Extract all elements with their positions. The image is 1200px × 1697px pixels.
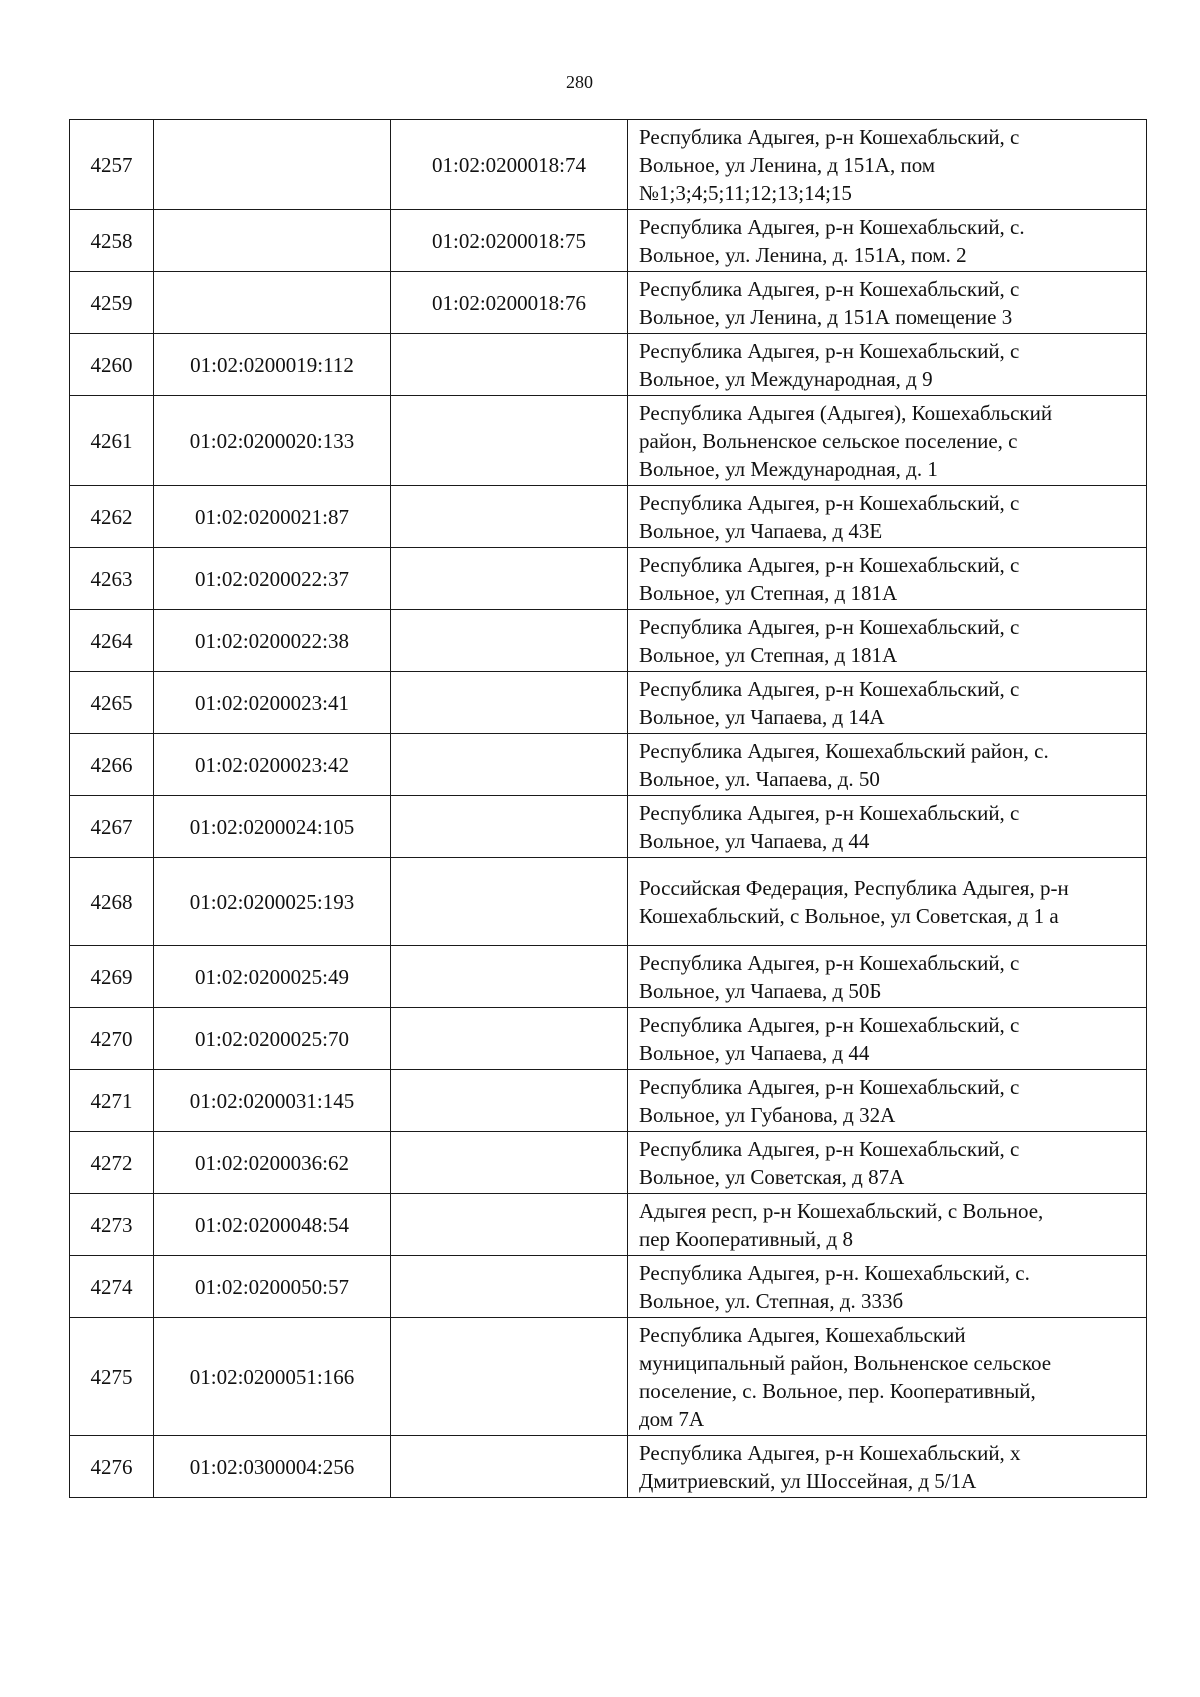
row-number-cell: 4270 bbox=[70, 1008, 154, 1070]
address-line: Вольное, ул Международная, д. 1 bbox=[639, 457, 938, 481]
cadastral-number-cell: 01:02:0200022:38 bbox=[154, 610, 391, 672]
table-row bbox=[70, 858, 1147, 946]
object-cadastral-number-cell bbox=[391, 548, 628, 610]
table-row bbox=[70, 396, 1147, 486]
address-line: Республика Адыгея (Адыгея), Кошехабльский bbox=[639, 401, 1053, 425]
cadastral-number-cell bbox=[154, 272, 391, 334]
address-line: №1;3;4;5;11;12;13;14;15 bbox=[639, 181, 852, 205]
address-line: Республика Адыгея, р-н Кошехабльский, с bbox=[639, 677, 1020, 701]
address-line: Республика Адыгея, р-н Кошехабльский, с bbox=[639, 801, 1020, 825]
table-row bbox=[70, 946, 1147, 1008]
object-cadastral-number-cell: 01:02:0200018:76 bbox=[391, 272, 628, 334]
address-line: Вольное, ул Степная, д 181А bbox=[639, 581, 898, 605]
address-line: Вольное, ул Чапаева, д 44 bbox=[639, 829, 870, 853]
address-line: Республика Адыгея, р-н Кошехабльский, с. bbox=[639, 215, 1025, 239]
address-line: Российская Федерация, Республика Адыгея, р-н bbox=[639, 876, 1069, 900]
address-cell bbox=[628, 672, 1147, 734]
address-line: Республика Адыгея, р-н Кошехабльский, с bbox=[639, 951, 1020, 975]
registry-table bbox=[69, 119, 1147, 1498]
address-line: Вольное, ул Чапаева, д 14А bbox=[639, 705, 885, 729]
table-row bbox=[70, 1132, 1147, 1194]
address-line: Республика Адыгея, Кошехабльский bbox=[639, 1323, 966, 1347]
cadastral-number-cell: 01:02:0200024:105 bbox=[154, 796, 391, 858]
cadastral-number-cell bbox=[154, 120, 391, 210]
object-cadastral-number-cell bbox=[391, 1070, 628, 1132]
object-cadastral-number-cell bbox=[391, 1194, 628, 1256]
object-cadastral-number-cell bbox=[391, 1318, 628, 1436]
row-number-cell: 4261 bbox=[70, 396, 154, 486]
address-line: Республика Адыгея, р-н Кошехабльский, с bbox=[639, 615, 1020, 639]
table-row bbox=[70, 548, 1147, 610]
address-cell bbox=[628, 120, 1147, 210]
address-cell bbox=[628, 486, 1147, 548]
address-cell bbox=[628, 334, 1147, 396]
address-line: Дмитриевский, ул Шоссейная, д 5/1А bbox=[639, 1469, 977, 1493]
cadastral-number-cell: 01:02:0200020:133 bbox=[154, 396, 391, 486]
cadastral-number-cell: 01:02:0200023:41 bbox=[154, 672, 391, 734]
cadastral-number-cell bbox=[154, 210, 391, 272]
object-cadastral-number-cell bbox=[391, 1132, 628, 1194]
table-row bbox=[70, 610, 1147, 672]
cadastral-number-cell: 01:02:0200022:37 bbox=[154, 548, 391, 610]
cadastral-number-cell: 01:02:0200051:166 bbox=[154, 1318, 391, 1436]
address-line: Вольное, ул Степная, д 181А bbox=[639, 643, 898, 667]
row-number-cell: 4264 bbox=[70, 610, 154, 672]
address-line: Республика Адыгея, р-н Кошехабльский, с bbox=[639, 125, 1020, 149]
cadastral-number-cell: 01:02:0200031:145 bbox=[154, 1070, 391, 1132]
cadastral-number-cell: 01:02:0200023:42 bbox=[154, 734, 391, 796]
table-row bbox=[70, 1256, 1147, 1318]
object-cadastral-number-cell bbox=[391, 946, 628, 1008]
address-line: район, Вольненское сельское поселение, с bbox=[639, 429, 1018, 453]
object-cadastral-number-cell bbox=[391, 396, 628, 486]
table-row bbox=[70, 334, 1147, 396]
address-line: Республика Адыгея, р-н. Кошехабльский, с. bbox=[639, 1261, 1030, 1285]
row-number-cell: 4262 bbox=[70, 486, 154, 548]
table-row bbox=[70, 734, 1147, 796]
address-line: пер Кооперативный, д 8 bbox=[639, 1227, 853, 1251]
address-line: Вольное, ул. Ленина, д. 151А, пом. 2 bbox=[639, 243, 967, 267]
address-cell bbox=[628, 272, 1147, 334]
object-cadastral-number-cell bbox=[391, 1256, 628, 1318]
cadastral-number-cell: 01:02:0200050:57 bbox=[154, 1256, 391, 1318]
address-line: Кошехабльский, с Вольное, ул Советская, д 1 а bbox=[639, 904, 1059, 928]
address-line: Республика Адыгея, р-н Кошехабльский, с bbox=[639, 1137, 1020, 1161]
object-cadastral-number-cell bbox=[391, 796, 628, 858]
address-line: Республика Адыгея, р-н Кошехабльский, с bbox=[639, 339, 1020, 363]
address-line: Республика Адыгея, р-н Кошехабльский, с bbox=[639, 277, 1020, 301]
cadastral-number-cell: 01:02:0200019:112 bbox=[154, 334, 391, 396]
object-cadastral-number-cell bbox=[391, 1008, 628, 1070]
page-number: 280 bbox=[566, 72, 593, 92]
address-line: Вольное, ул. Степная, д. 333б bbox=[639, 1289, 904, 1313]
object-cadastral-number-cell bbox=[391, 734, 628, 796]
address-line: Вольное, ул Международная, д 9 bbox=[639, 367, 933, 391]
cadastral-number-cell: 01:02:0200048:54 bbox=[154, 1194, 391, 1256]
cadastral-number-cell: 01:02:0200025:70 bbox=[154, 1008, 391, 1070]
table-row bbox=[70, 1008, 1147, 1070]
address-line: Вольное, ул Чапаева, д 43Е bbox=[639, 519, 883, 543]
address-line: Республика Адыгея, р-н Кошехабльский, с bbox=[639, 1075, 1020, 1099]
address-line: Республика Адыгея, Кошехабльский район, с. bbox=[639, 739, 1049, 763]
row-number-cell: 4257 bbox=[70, 120, 154, 210]
address-cell bbox=[628, 946, 1147, 1008]
row-number-cell: 4259 bbox=[70, 272, 154, 334]
address-line: Адыгея респ, р-н Кошехабльский, с Вольное, bbox=[639, 1199, 1044, 1223]
table-row bbox=[70, 1436, 1147, 1498]
object-cadastral-number-cell bbox=[391, 858, 628, 946]
address-cell bbox=[628, 734, 1147, 796]
table-row bbox=[70, 120, 1147, 210]
row-number-cell: 4275 bbox=[70, 1318, 154, 1436]
address-line: Республика Адыгея, р-н Кошехабльский, с bbox=[639, 1013, 1020, 1037]
object-cadastral-number-cell bbox=[391, 334, 628, 396]
row-number-cell: 4260 bbox=[70, 334, 154, 396]
address-cell bbox=[628, 1436, 1147, 1498]
row-number-cell: 4268 bbox=[70, 858, 154, 946]
address-cell bbox=[628, 210, 1147, 272]
cadastral-number-cell: 01:02:0300004:256 bbox=[154, 1436, 391, 1498]
object-cadastral-number-cell bbox=[391, 610, 628, 672]
row-number-cell: 4263 bbox=[70, 548, 154, 610]
row-number-cell: 4271 bbox=[70, 1070, 154, 1132]
object-cadastral-number-cell: 01:02:0200018:74 bbox=[391, 120, 628, 210]
address-cell bbox=[628, 1070, 1147, 1132]
address-cell bbox=[628, 548, 1147, 610]
address-line: Республика Адыгея, р-н Кошехабльский, с bbox=[639, 553, 1020, 577]
address-cell bbox=[628, 1132, 1147, 1194]
table-row bbox=[70, 486, 1147, 548]
table-row bbox=[70, 1194, 1147, 1256]
address-line: Вольное, ул Чапаева, д 44 bbox=[639, 1041, 870, 1065]
table-row bbox=[70, 796, 1147, 858]
row-number-cell: 4266 bbox=[70, 734, 154, 796]
table-row bbox=[70, 1070, 1147, 1132]
cadastral-number-cell: 01:02:0200025:193 bbox=[154, 858, 391, 946]
address-cell bbox=[628, 1194, 1147, 1256]
object-cadastral-number-cell bbox=[391, 1436, 628, 1498]
cadastral-number-cell: 01:02:0200036:62 bbox=[154, 1132, 391, 1194]
object-cadastral-number-cell: 01:02:0200018:75 bbox=[391, 210, 628, 272]
registry-table-body bbox=[70, 120, 1147, 1498]
row-number-cell: 4276 bbox=[70, 1436, 154, 1498]
address-cell bbox=[628, 610, 1147, 672]
address-line: дом 7А bbox=[639, 1407, 704, 1431]
address-line: Республика Адыгея, р-н Кошехабльский, с bbox=[639, 491, 1020, 515]
address-line: Вольное, ул Ленина, д 151А, пом bbox=[639, 153, 936, 177]
address-line: муниципальный район, Вольненское сельское bbox=[639, 1351, 1052, 1375]
cadastral-number-cell: 01:02:0200025:49 bbox=[154, 946, 391, 1008]
address-cell bbox=[628, 796, 1147, 858]
object-cadastral-number-cell bbox=[391, 672, 628, 734]
table-row bbox=[70, 272, 1147, 334]
address-line: Вольное, ул Ленина, д 151А помещение 3 bbox=[639, 305, 1013, 329]
address-cell bbox=[628, 1256, 1147, 1318]
cadastral-number-cell: 01:02:0200021:87 bbox=[154, 486, 391, 548]
address-cell bbox=[628, 1318, 1147, 1436]
address-cell bbox=[628, 396, 1147, 486]
object-cadastral-number-cell bbox=[391, 486, 628, 548]
address-line: Вольное, ул Губанова, д 32А bbox=[639, 1103, 896, 1127]
row-number-cell: 4274 bbox=[70, 1256, 154, 1318]
address-line: Вольное, ул Чапаева, д 50Б bbox=[639, 979, 882, 1003]
row-number-cell: 4265 bbox=[70, 672, 154, 734]
address-line: Республика Адыгея, р-н Кошехабльский, х bbox=[639, 1441, 1021, 1465]
row-number-cell: 4273 bbox=[70, 1194, 154, 1256]
row-number-cell: 4272 bbox=[70, 1132, 154, 1194]
row-number-cell: 4267 bbox=[70, 796, 154, 858]
row-number-cell: 4269 bbox=[70, 946, 154, 1008]
row-number-cell: 4258 bbox=[70, 210, 154, 272]
address-line: поселение, с. Вольное, пер. Кооперативный, bbox=[639, 1379, 1036, 1403]
address-line: Вольное, ул Советская, д 87А bbox=[639, 1165, 905, 1189]
table-row bbox=[70, 210, 1147, 272]
table-row bbox=[70, 672, 1147, 734]
address-cell bbox=[628, 1008, 1147, 1070]
address-cell bbox=[628, 858, 1147, 946]
address-line: Вольное, ул. Чапаева, д. 50 bbox=[639, 767, 880, 791]
table-row bbox=[70, 1318, 1147, 1436]
